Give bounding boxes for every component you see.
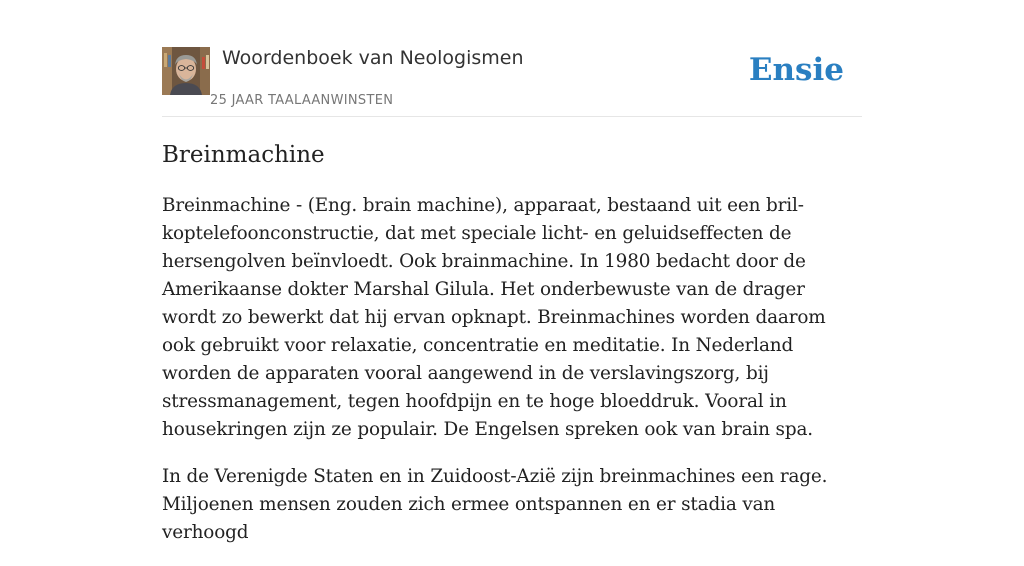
- author-name[interactable]: Woordenboek van Neologismen: [222, 47, 524, 69]
- article-paragraph: Breinmachine - (Eng. brain machine), apparaat, bestaand uit een bril-koptelefoonconstructie, dat met speciale licht- en geluidseffecten de hersengolven beïnvloedt. Ook brainmachine. In 1980 bedacht door de Amerikaanse dokter Marshal Gilula. Het onderbewuste van de drager wordt zo bewerkt dat hij ervan opknapt. Breinmachines worden daarom ook gebruikt voor relaxatie, concentratie en meditatie. In Nederland worden de apparaten vooral aangewend in de verslavingszorg, bij stressmanagement, tegen hoofdpijn en te hoge bloeddruk. Vooral in housekringen zijn ze populair. De Engelsen spreken ook van brain spa.: [162, 195, 826, 440]
- article-header: [162, 46, 862, 117]
- author-portrait-icon: [162, 47, 210, 95]
- author-subtitle: 25 JAAR TAALAANWINSTEN: [210, 93, 394, 108]
- article-body: [162, 192, 862, 566]
- ensie-logo[interactable]: Ensie: [748, 52, 844, 88]
- article-paragraph: In de Verenigde Staten en in Zuidoost-Azië zijn breinmachines een rage. Miljoenen mensen zouden zich ermee ontspannen en er stadia van verhoogd: [162, 466, 828, 543]
- author-avatar[interactable]: [162, 47, 210, 95]
- page-title: Breinmachine: [162, 142, 325, 168]
